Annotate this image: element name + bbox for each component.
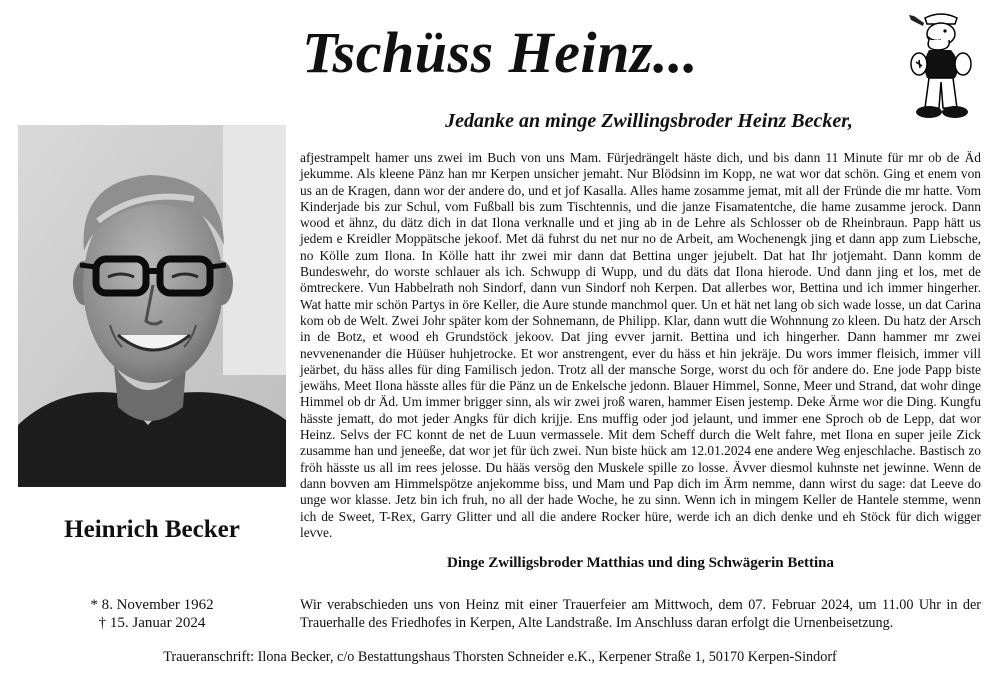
mourning-address: Traueranschrift: Ilona Becker, c/o Bestattungshaus Thorsten Schneider e.K., Kerpener Straße 1, 50170 Kerpen-Sindorf [163,649,837,665]
dedication-line: Jedanke an minge Zwillingsbroder Heinz Becker, [445,110,853,132]
death-date: † 15. Januar 2024 [98,615,206,631]
deceased-name: Heinrich Becker [64,516,240,543]
funeral-notice: Wir verabschieden uns von Heinz mit einer Trauerfeier am Mittwoch, dem 07. Februar 2024, um 11.00 Uhr in der Trauerhalle des Friedhofes in Kerpen, Alte Landstraße. Im Anschluss daran erfolgt die Urnenbeisetzung. [300,597,981,631]
popeye-cartoon-icon [903,12,979,122]
obituary-text: afjestrampelt hamer uns zwei im Buch von uns Mam. Fürjedrängelt häste dich, und bis dann 11 Minute für mr ob de Äd jekumme. Als kleene Pänz han mr Kerpen unsicher jemaht. Nur Blödsinn im Kopp, ne wat wor dat schön. Ging et enem von us an de Kragen, dann wor der andere do, und et jof Kasalla. Alles hame zosamme jemat, mit all der Fründe die mr hatte. Vom Kinderjade bis zur Schul, vom Fußball bis zum Tischtennis, und die janze Fisamatentche, die hame zusamme jerock. Dann wood et ähnz, du dätz dich in dat Ilona verknalle und et jing ab in de Lehre als Schlosser ob de Rheinbraun. Papp hätt us jedem e Kreidler Moppätsche jekoof. Met dä fuhrst du net nur no de Arbeit, am Wochenengk jing et dann app zum Liebsche, no Kölle zum Ilona. In Kölle hatt ihr zwei mir dann dat Bettina unger jejubelt. Dat hat Ihr jotjemaht. Dann komm de Bundeswehr, do worste schlauer als ich. Schwupp di Wupp, und du däts dat Ilona hierode. Und dann jing et los, met de ömtreckere. Vun Habbelrath noh Sindorf, dann vun Sindorf noh Kerpen. Dat allerbes wor, Bettina und ich immer hingerher. Wat hatte mir schön Partys in öre Keller, die Aure stunde manchmol quer. Un et hät net lang ob sich wade losse, un dat Carina kom ob de Welt. Zwei Johr später kom der Sohnemann, de Philipp. Klar, dann wutt die Wohnnung zo kleen. Du hatz der Arsch in de Botz, et wood eh Grundstöck jekoov. Dat jing evver jarnit. Bettina und ich hingerher. Dann hammer mr zwei nevvenenander die Hüüser huhjetrocke. Et wor anstrengent, ever du häss et hin jekräje. Du wors immer fleisich, immer vill jeärbet, du häss alles für ding Familisch jedon. Trotz all der mansche Sorge, worst du och för andere do. Ene jode Papp biste jewähs. Meet Ilona hässte alles für die Pänz un de Enkelsche jedonn. Blauer Himmel, Sonne, Meer und Strand, dat wohr dinge Himmel ob dr Äd. Um immer brigger sinn, als wir zwei jroß waren, hammer Eisen jestemp. Deke Ärme wor die Ding. Kungfu hässte jematt, do mot jeder Angks für dich krijje. Ens muffig oder jod jelaunt, und immer ene Sproch ob de Lepp, dat wor Heinz. Selvs der FC konnt de net de Luun vermassele. Mit dem Scheff durch die Welt fahre, met Ilona en super jeile Zick zusamme han und jeneeße, dat wor jet für üch zwei. Nun biste hück am 12.01.2024 ene andere Weg enjeschlache. Bastisch zo fröh hässte us all im rees jelosse. Du hääs versög den Muskele spille zo losse. Ävver diesmol kuhnste net jewinne. Wenn de dann bovven am Himmelspötze anjekomme biss, und Mam und Pap dich im Ärm nemme, dann wirst du sage: dat Leeve do unge wor klasse. Jetz bin ich fruh, no all der hade Woche, he zu sinn. Wenn ich in mingem Keller de Hantele stemme, wenn ich de Sweet, T-Rex, Garry Glitter und all die andere Rocker hüre, werde ich an dich denke und eh Stöck für dich wigger levve. [300,150,981,540]
signature: Dinge Zwilligsbroder Matthias und ding Schwägerin Bettina [447,555,834,571]
portrait-photo [18,125,286,487]
birth-date: * 8. November 1962 [90,597,214,613]
page-title: Tschüss Heinz... [302,20,698,85]
life-dates [18,596,286,632]
